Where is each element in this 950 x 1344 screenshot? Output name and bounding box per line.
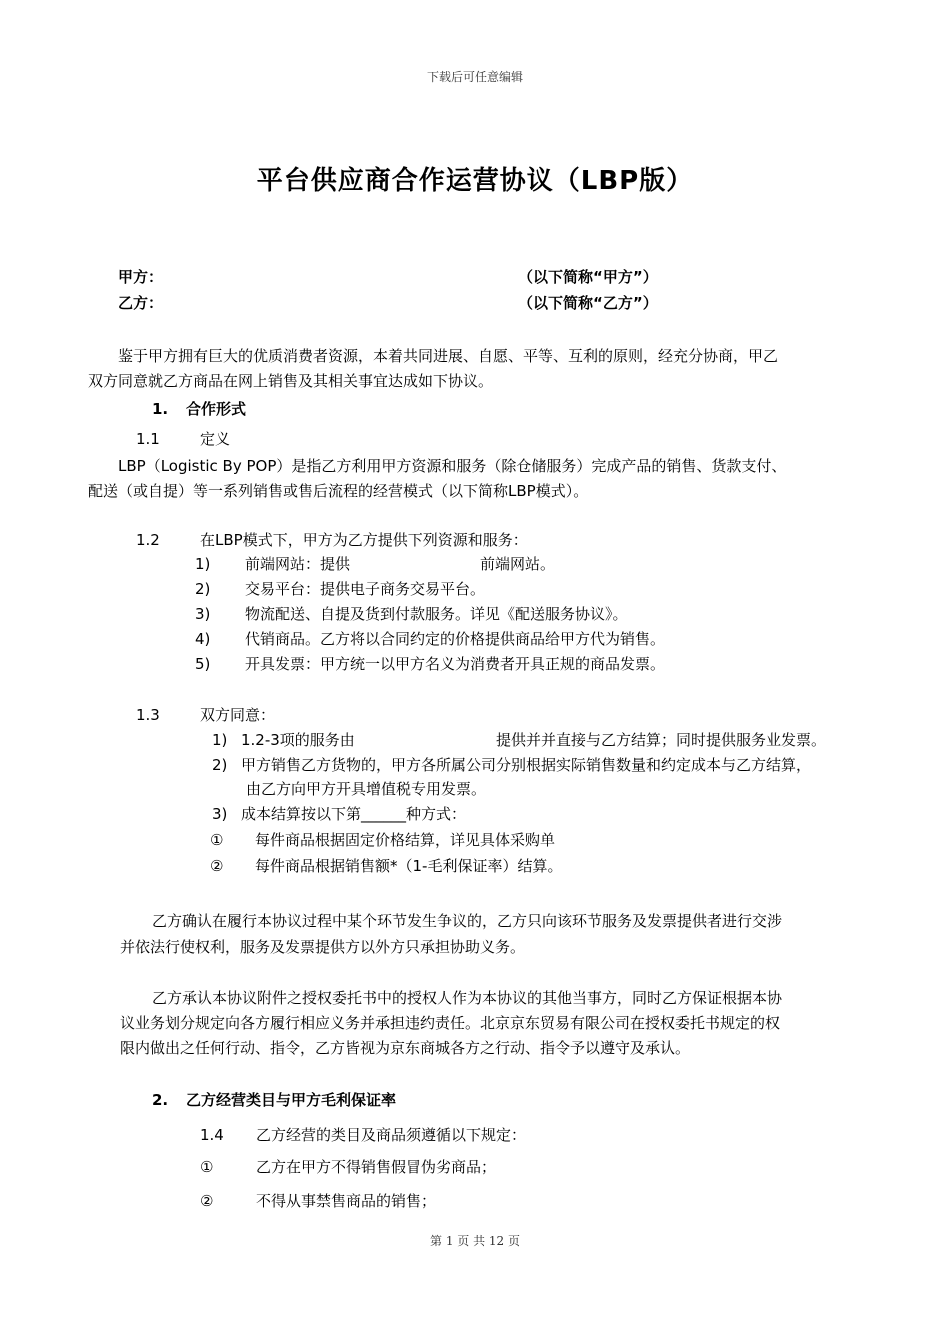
definition-line-2: 配送（或自提）等一系列销售或售后流程的经营模式（以下简称LBP模式）。	[88, 482, 589, 500]
dispute-paragraph-line-1: 乙方确认在履行本协议过程中某个环节发生争议的，乙方只向该环节服务及发票提供者进行交涉	[152, 912, 783, 930]
authorization-paragraph-line-1: 乙方承认本协议附件之授权委托书中的授权人作为本协议的其他当事方，同时乙方保证根据本协	[152, 989, 783, 1007]
service-item-number: 4)	[195, 630, 211, 648]
agreement-item-text: 成本结算按以下第______种方式：	[241, 805, 467, 823]
clause-1-3-number: 1.3	[136, 706, 160, 724]
clause-1-2-title: 在LBP模式下，甲方为乙方提供下列资源和服务：	[200, 531, 528, 549]
party-a-label: 甲方：	[118, 268, 164, 286]
dispute-paragraph-line-2: 并依法行使权利，服务及发票提供方以外方只承担协助义务。	[120, 938, 526, 956]
intro-line-2: 双方同意就乙方商品在网上销售及其相关事宜达成如下协议。	[88, 372, 494, 390]
agreement-item-text-tail: 提供并并直接与乙方结算；同时提供服务业发票。	[496, 731, 827, 749]
rule-item-marker: ②	[200, 1192, 214, 1210]
rule-item-text: 乙方在甲方不得销售假冒伪劣商品；	[256, 1158, 497, 1176]
section-1-title: 合作形式	[186, 400, 247, 418]
service-item-text-tail: 前端网站。	[480, 555, 556, 573]
clause-1-1-number: 1.1	[136, 430, 160, 448]
authorization-paragraph-line-2: 议业务划分规定向各方履行相应义务并承担违约责任。北京京东贸易有限公司在授权委托书规定的权	[120, 1014, 781, 1032]
rule-item-text: 不得从事禁售商品的销售；	[256, 1192, 437, 1210]
agreement-item-text: 1.2-3项的服务由	[241, 731, 355, 749]
section-1-number: 1.	[152, 400, 169, 418]
document-title: 平台供应商合作运营协议（LBP版）	[256, 166, 694, 196]
intro-line-1: 鉴于甲方拥有巨大的优质消费者资源，本着共同进展、自愿、平等、互利的原则，经充分协商，甲乙	[118, 347, 779, 365]
service-item-number: 2)	[195, 580, 211, 598]
section-2-number: 2.	[152, 1091, 169, 1109]
party-b-label: 乙方：	[118, 294, 164, 312]
service-item-text: 交易平台：提供电子商务交易平台。	[245, 580, 486, 598]
section-2-title: 乙方经营类目与甲方毛利保证率	[186, 1091, 397, 1109]
authorization-paragraph-line-3: 限内做出之任何行动、指令，乙方皆视为京东商城各方之行动、指令予以遵守及承认。	[120, 1039, 691, 1057]
service-item-text: 开具发票：甲方统一以甲方名义为消费者开具正规的商品发票。	[245, 655, 666, 673]
settlement-option-marker: ①	[210, 831, 224, 849]
clause-1-2-number: 1.2	[136, 531, 160, 549]
page-header: 下载后可任意编辑	[426, 70, 523, 84]
agreement-item-text: 甲方销售乙方货物的，甲方各所属公司分别根据实际销售数量和约定成本与乙方结算，	[241, 756, 812, 774]
settlement-option-text: 每件商品根据销售额*（1-毛利保证率）结算。	[255, 857, 563, 875]
party-b-alias: （以下简称“乙方”）	[518, 294, 658, 312]
definition-line-1: LBP（Logistic By POP）是指乙方利用甲方资源和服务（除仓储服务）完成产品的销售、货款支付、	[118, 457, 787, 475]
agreement-item-number: 2)	[212, 756, 228, 774]
clause-1-4-number: 1.4	[200, 1126, 224, 1144]
settlement-option-text: 每件商品根据固定价格结算，详见具体采购单	[255, 831, 556, 849]
clause-1-1-title: 定义	[200, 430, 231, 448]
settlement-option-marker: ②	[210, 857, 224, 875]
agreement-item-number: 3)	[212, 805, 228, 823]
clause-1-4-title: 乙方经营的类目及商品须遵循以下规定：	[256, 1126, 527, 1144]
service-item-number: 5)	[195, 655, 211, 673]
rule-item-marker: ①	[200, 1158, 214, 1176]
service-item-text: 物流配送、自提及货到付款服务。详见《配送服务协议》。	[245, 605, 628, 623]
service-item-number: 3)	[195, 605, 211, 623]
page-footer: 第 1 页 共 12 页	[430, 1234, 520, 1248]
service-item-text: 代销商品。乙方将以合同约定的价格提供商品给甲方代为销售。	[245, 630, 666, 648]
party-a-alias: （以下简称“甲方”）	[518, 268, 658, 286]
agreement-item-text-continued: 由乙方向甲方开具增值税专用发票。	[246, 780, 487, 798]
clause-1-3-title: 双方同意：	[200, 706, 276, 724]
service-item-number: 1)	[195, 555, 211, 573]
agreement-item-number: 1)	[212, 731, 228, 749]
service-item-text: 前端网站：提供	[245, 555, 351, 573]
